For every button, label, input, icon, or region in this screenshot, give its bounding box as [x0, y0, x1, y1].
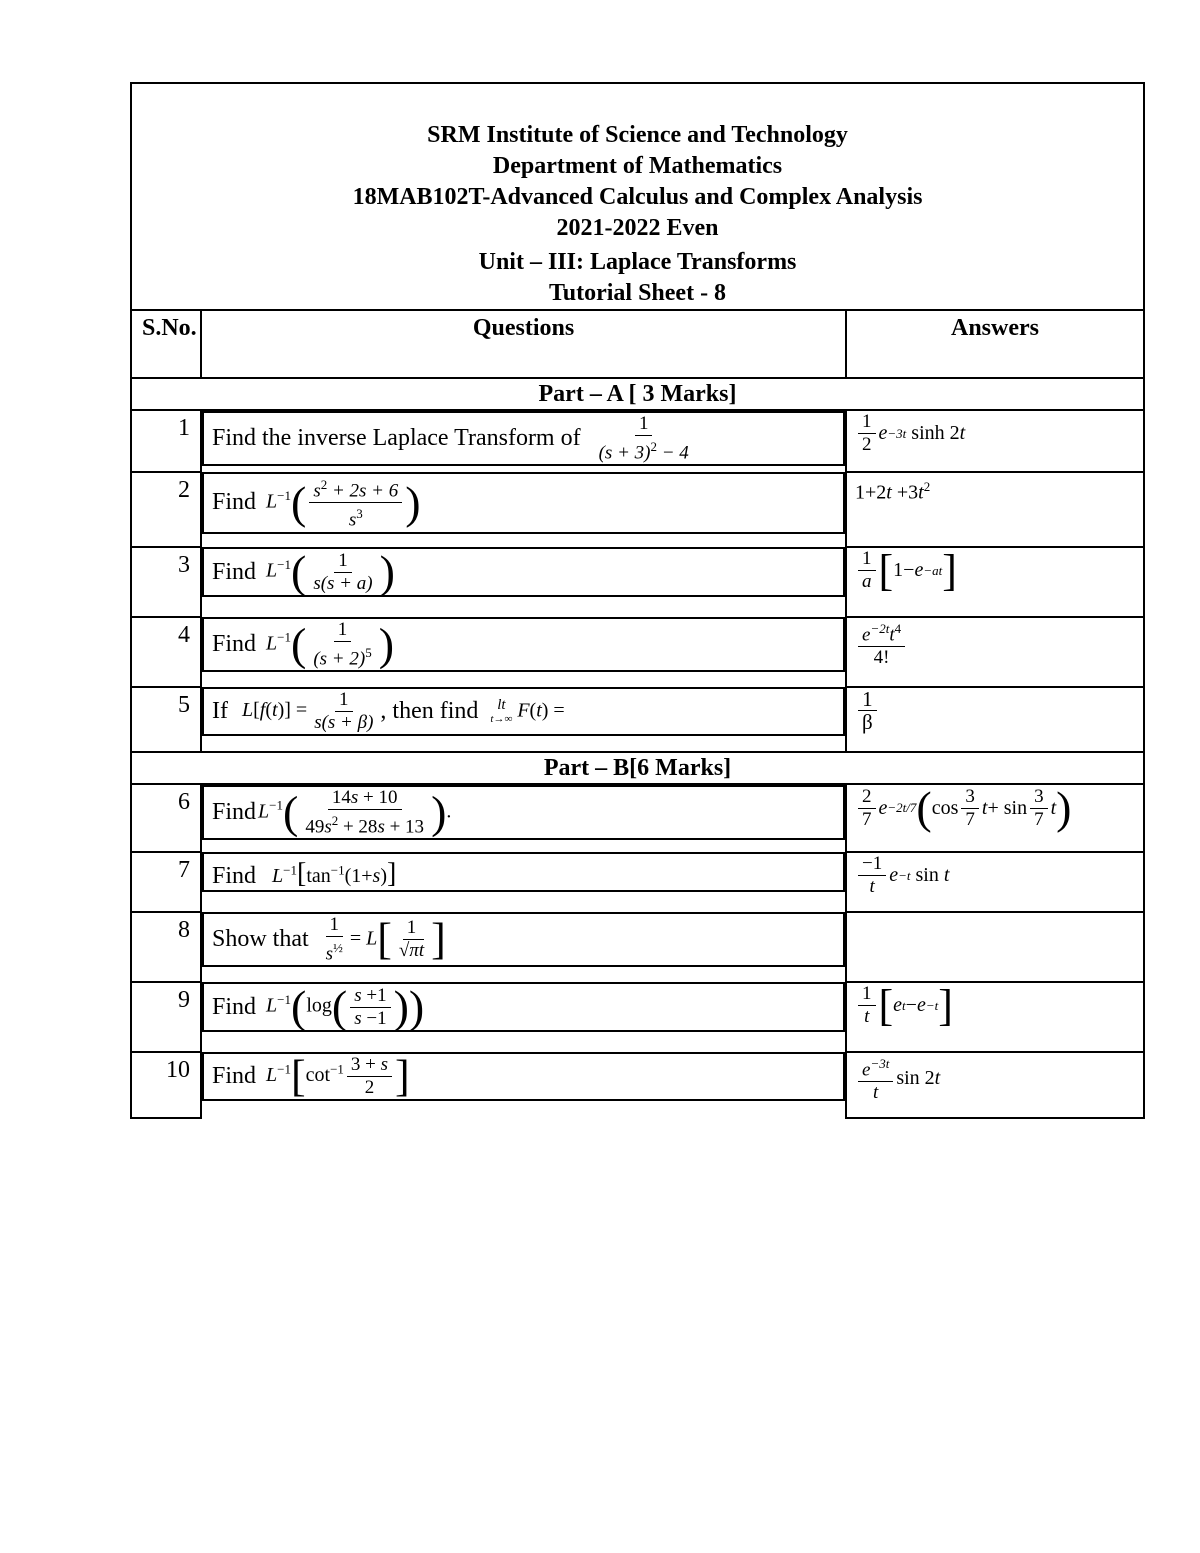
question-cell — [202, 912, 845, 967]
math-expression: $\frac{1}{s^{\frac{1}{2}}}$ = L[ $\frac{1}{√\pi t}$ ] — [325, 914, 446, 965]
tutorial-sheet — [130, 82, 1143, 1119]
department-name: Department of Mathematics — [492, 153, 783, 179]
math-expression: $1+2t +3t^2$ — [855, 479, 931, 504]
part-a-heading: Part – A [ 3 Marks] — [131, 378, 1144, 410]
question-text-continued: , then find — [380, 698, 479, 724]
question-cell — [202, 1052, 845, 1101]
math-expression: $\frac{1}{a}$ [ 1− e −at ] — [855, 548, 1143, 593]
math-expression: $L^{-1}$( $\frac{1}{s(s + a)}$ ) — [266, 546, 395, 597]
question-cell — [202, 852, 845, 892]
math-expression: $L^{-1}$( $\frac{1}{(s + 2)^5}$ ) — [266, 618, 395, 670]
tutorial-table — [130, 82, 1145, 1119]
table-row — [131, 687, 1144, 752]
institute-name: SRM Institute of Science and Technology — [427, 122, 848, 148]
question-cell — [202, 411, 845, 466]
row-number: 1 — [131, 410, 201, 472]
question-text: Find — [212, 489, 257, 516]
academic-year: 2021-2022 Even — [556, 215, 719, 241]
question-cell — [202, 547, 845, 597]
answer-cell — [846, 784, 1144, 852]
math-expression: $\frac{1}{\beta}$ — [855, 688, 1143, 733]
answer-cell — [846, 852, 1144, 912]
row-number: 4 — [131, 617, 201, 687]
answer-cell — [846, 1052, 1144, 1118]
row-number: 7 — [131, 852, 201, 912]
answer-cell — [846, 547, 1144, 617]
question-text: Find — [212, 1063, 257, 1089]
math-expression: $\frac{-1}{t}$ e −t sin t — [855, 853, 1143, 898]
question-text: Find — [212, 993, 257, 1020]
question-cell — [202, 687, 845, 736]
table-row — [131, 852, 1144, 912]
table-row — [131, 784, 1144, 852]
answer-cell — [846, 982, 1144, 1052]
math-expression: $\frac{e^{-3t}}{t}$ sin 2 t — [855, 1053, 1143, 1104]
question-text: Find — [212, 862, 257, 889]
column-header-sno: S.No. — [131, 310, 201, 378]
table-row — [131, 982, 1144, 1052]
row-number: 5 — [131, 687, 201, 752]
math-expression: $\frac{2}{7}$ e −2t/7 ( cos $\frac{3}{7}$ t + sin $\frac{3}{7}$ t ) — [855, 785, 1143, 831]
row-number: 3 — [131, 547, 201, 617]
math-expression: $L^{-1}(\log$( $\frac{s +1}{s -1}$ )) — [266, 981, 425, 1032]
math-expression: $L^{-1}$( $\frac{14s + 10}{49s^2 + 28s + 13}$ ). — [258, 786, 452, 838]
question-cell — [202, 472, 845, 534]
answer-cell — [846, 410, 1144, 472]
math-expression: $L^{-1}[\tan^{-1}(1+s)]$ — [272, 858, 397, 889]
sheet-header — [131, 83, 1144, 310]
math-expression: $\frac{1}{(s + 3)^2 - 4}$ — [598, 413, 689, 464]
question-text: Find — [212, 631, 257, 658]
course-title: 18MAB102T-Advanced Calculus and Complex Analysis — [352, 184, 923, 210]
question-text: If — [212, 698, 228, 724]
row-number: 2 — [131, 472, 201, 547]
sheet-title: Tutorial Sheet - 8 — [548, 280, 727, 306]
math-expression: $\frac{1}{2}$ e −3t sinh 2 t — [855, 411, 1143, 456]
math-expression: $L^{-1}[\cot^{-1}$ $\frac{3 + s}{2}$ ] — [266, 1051, 410, 1101]
question-cell — [202, 785, 845, 840]
table-row — [131, 617, 1144, 687]
part-b-heading: Part – B[6 Marks] — [131, 752, 1144, 784]
question-cell — [202, 982, 845, 1032]
column-header-answers: Answers — [846, 310, 1144, 378]
table-row — [131, 410, 1144, 472]
row-number: 6 — [131, 784, 201, 852]
question-text: Show that — [212, 926, 309, 953]
answer-cell — [846, 912, 1144, 982]
question-text: Find — [212, 799, 257, 826]
answer-cell — [846, 617, 1144, 687]
table-row — [131, 472, 1144, 547]
row-number: 10 — [131, 1052, 201, 1118]
row-number: 8 — [131, 912, 201, 982]
table-row — [131, 912, 1144, 982]
math-expression: $L^{-1}$( $\frac{s^2 + 2s + 6}{s^3}$ ) — [266, 474, 421, 532]
table-row — [131, 1052, 1144, 1118]
unit-title: Unit – III: Laplace Transforms — [478, 249, 797, 275]
math-expression: L[f(t)] = $\frac{1}{s(s + \beta)}$ — [241, 689, 374, 733]
math-expression: lt t→∞ F(t) = — [490, 696, 565, 725]
answer-cell — [846, 472, 1144, 547]
answer-cell — [846, 687, 1144, 752]
question-cell — [202, 617, 845, 672]
question-text: Find the inverse Laplace Transform of — [212, 425, 581, 452]
math-expression: $\frac{e^{-2t}t^4}{4!}$ — [855, 618, 1143, 669]
table-row — [131, 547, 1144, 617]
question-text: Find — [212, 558, 257, 585]
column-header-questions: Questions — [201, 310, 846, 378]
row-number: 9 — [131, 982, 201, 1052]
math-expression: $\frac{1}{t}$ [ e t − e −t ] — [855, 983, 1143, 1028]
